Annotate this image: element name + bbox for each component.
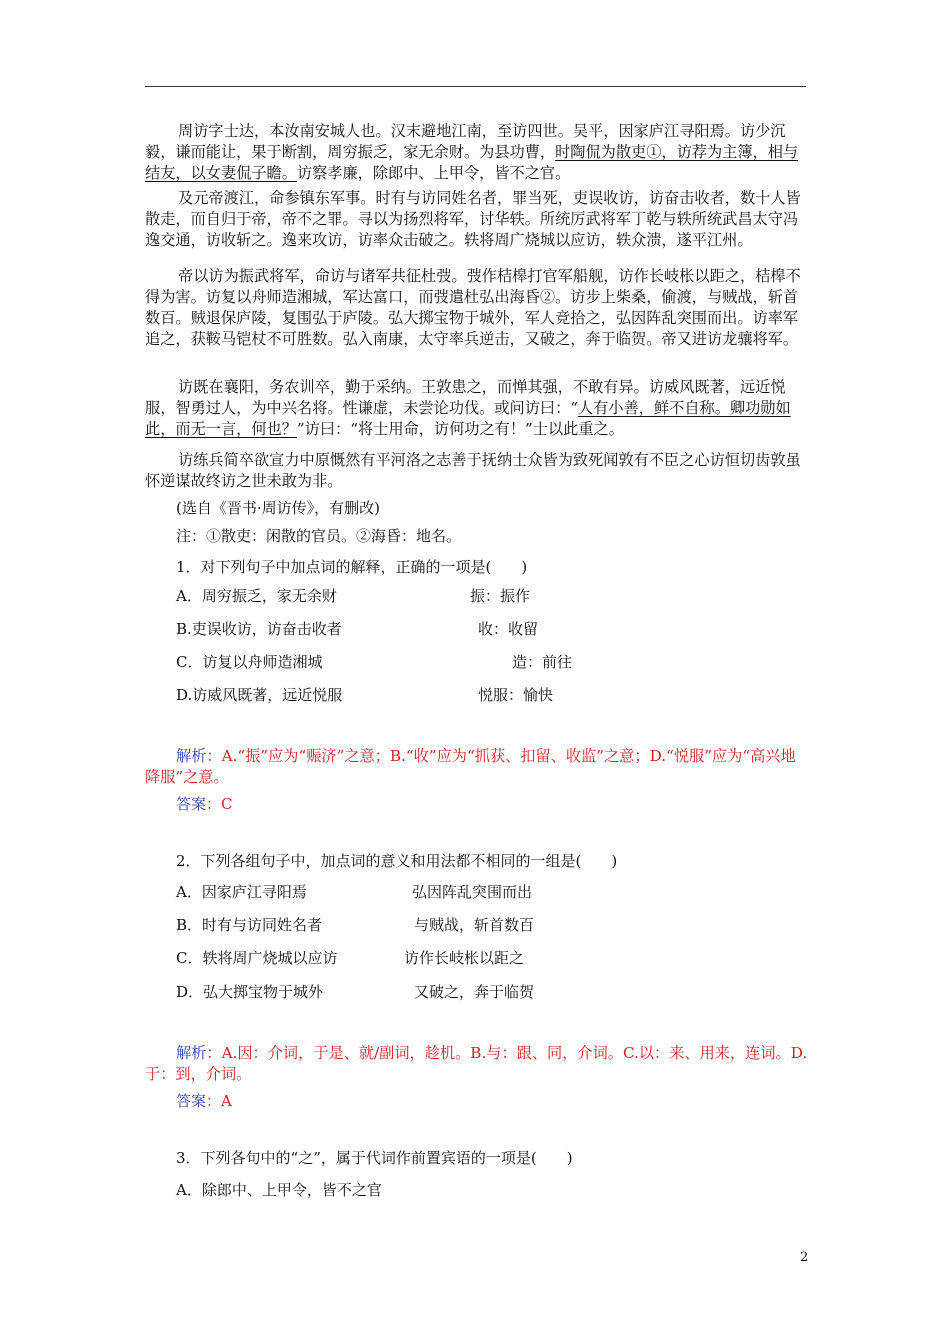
passage-paragraph-3: 帝以访为振武将军，命访与诸军共征杜弢。弢作桔槔打官军船舰，访作长岐枨以距之，桔槔不得为害。访复以舟师造湘城，军达富口，而弢遣杜弘出海昏②。访步上柴桑，偷渡，与贼战，斩首数百。贼退保庐陵，复围弘于庐陵。弘大掷宝物于城外，军人竞拾之，弘因阵乱突围而出。访率军追之，获鞍马铠杖不可胜数。弘入南康，太守率兵逆击，又破之，奔于临贺。帝又进访龙骧将军。 [145,267,801,348]
q1-option-a-meaning: 振：振作 [470,587,531,605]
q2-analysis: 解析：A.因：介词，于是、就/副词，趁机。B.与：跟、同，介词。C.以：来、用来，连词。D.于：到，介词。 [145,1044,808,1083]
source-citation: (选自《晋书·周访传》，有删改) [176,499,380,517]
q3-option-a: A．除郎中、上甲令，皆不之官 [176,1181,382,1199]
passage-paragraph-2: 及元帝渡江，命参镇东军事。时有与访同姓名者，罪当死，吏误收访，访奋击收者，数十人皆散走，而自归于帝，帝不之罪。寻以为扬烈将军，讨华轶。所统厉武将军丁乾与轶所统武昌太守冯逸交通，访收斩之。逸来攻访，访率众击破之。轶将周广烧城以应访，轶众溃，遂平江州。 [145,189,801,249]
q1-option-b-meaning: 收：收留 [478,620,539,638]
q2-option-c: C．轶将周广烧城以应访 [176,949,338,967]
passage-paragraph-1: 周访字士达，本汝南安城人也。汉末避地江南，至访四世。吴平，因家庐江寻阳焉。访少沉毅，谦而能让，果于断割，周穷振乏，家无余财。为县功曹，时陶侃为散吏①，访荐为主簿，相与结友，以女妻侃子瞻。访察孝廉，除郎中、上甲令，皆不之官。 [145,122,799,182]
q2-option-b: B．时有与访同姓名者 [176,916,323,934]
q2-answer: 答案：A [176,1092,232,1110]
question-2-stem: 2．下列各组句子中，加点词的意义和用法都不相同的一组是( ) [176,852,618,870]
q1-option-c-meaning: 造：前往 [512,653,573,671]
q2-option-d-pair: 又破之，奔于临贺 [414,983,535,1001]
q2-option-d: D．弘大掷宝物于城外 [176,983,324,1001]
passage-paragraph-4: 访既在襄阳，务农训卒，勤于采纳。王敦患之，而惮其强，不敢有异。访威风既著，远近悦服，智勇过人，为中兴名将。性谦虚，未尝论功伐。或问访曰：“人有小善，鲜不自称。卿功勋如此，而无一言，何也？”访曰：“将士用命，访何功之有！”士以此重之。 [145,378,791,438]
q1-option-a: A．周穷振乏，家无余财 [176,587,337,605]
footnote: 注：①散吏：闲散的官员。②海昏：地名。 [176,527,462,545]
q1-answer: 答案：C [176,795,233,813]
q2-option-a: A．因家庐江寻阳焉 [176,883,307,901]
q1-option-b: B.吏误收访，访奋击收者 [176,620,342,638]
q2-option-b-pair: 与贼战，斩首数百 [414,916,535,934]
header-rule [145,86,806,87]
question-3-stem: 3．下列各句中的“之”，属于代词作前置宾语的一项是( ) [176,1149,573,1167]
q1-option-d-meaning: 悦服：愉快 [478,686,554,704]
q1-option-d: D.访威风既著，远近悦服 [176,686,343,704]
q1-option-c: C．访复以舟师造湘城 [176,653,323,671]
passage-paragraph-5: 访练兵简卒欲宣力中原慨然有平河洛之志善于抚纳士众皆为致死闻敦有不臣之心访恒切齿敦虽怀逆谋故终访之世未敢为非。 [145,451,801,490]
q2-option-c-pair: 访作长岐枨以距之 [404,949,525,967]
question-1-stem: 1．对下列句子中加点词的解释，正确的一项是( ) [176,558,528,576]
underlined-sentence: 人有小善，鲜不自称。卿功勋如此，而无一言，何也？ [145,399,791,438]
q1-analysis: 解析：A.“振”应为“赈济”之意；B.“收”应为“抓获、扣留、收监”之意；D.“悦服”应为“高兴地降服”之意。 [145,747,796,786]
underlined-sentence: 时陶侃为散吏①，访荐为主簿，相与结友，以女妻侃子瞻。 [145,143,799,182]
page-number: 2 [800,1250,809,1265]
q2-option-a-pair: 弘因阵乱突围而出 [412,883,533,901]
